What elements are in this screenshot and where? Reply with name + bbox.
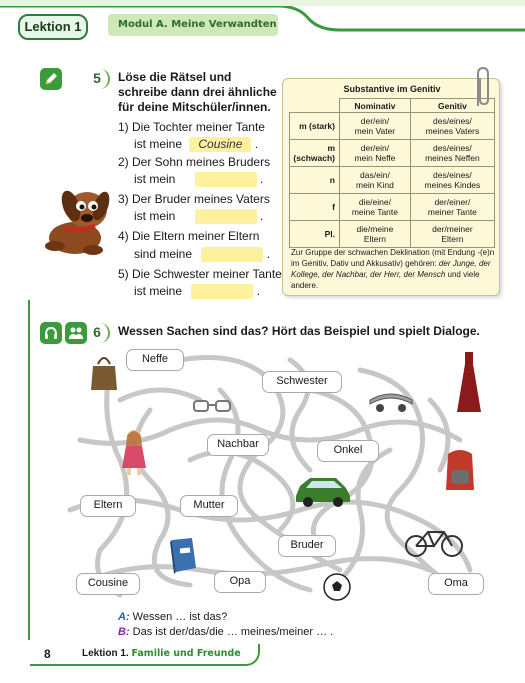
cell-line: mein Neffe xyxy=(354,153,396,163)
genitiv-cell xyxy=(410,113,494,140)
nominativ-cell xyxy=(340,113,411,140)
word-card-onkel[interactable]: Onkel xyxy=(317,440,379,462)
cell-line: der/ein/ xyxy=(360,116,390,126)
task-1-line-2 xyxy=(134,137,258,152)
word-card-nachbar[interactable]: Nachbar xyxy=(207,434,269,456)
cell-line: die/eine/ xyxy=(358,197,391,207)
backpack-icon xyxy=(440,446,480,492)
task-3-line-2 xyxy=(134,209,263,224)
task-3-answer[interactable] xyxy=(195,209,257,224)
word-card-opa[interactable]: Opa xyxy=(214,571,266,593)
cell-line: die/meine xyxy=(356,224,394,234)
word-card-neffe[interactable]: Neffe xyxy=(126,349,184,371)
note-examples: der Junge, der Kollege, der Nachbar, der Herr, der Mensch xyxy=(291,259,491,279)
task-2-prefix: ist mein xyxy=(134,172,176,186)
paperclip-icon xyxy=(472,66,490,108)
headphones-icon xyxy=(40,322,62,344)
speaker-b: B: xyxy=(118,626,130,638)
nominativ-cell xyxy=(340,140,411,167)
word-card-cousine[interactable]: Cousine xyxy=(76,573,140,595)
grammar-box-title: Substantive im Genitiv xyxy=(343,84,441,94)
nominativ-cell xyxy=(340,221,411,248)
task-1-line-1: 1) Die Tochter meiner Tante xyxy=(118,120,265,134)
grammar-note xyxy=(291,247,495,291)
task-5-line-2 xyxy=(134,284,260,299)
row-label: Pl. xyxy=(290,221,340,248)
genitiv-cell xyxy=(410,167,494,194)
dialog-line-b xyxy=(118,625,333,640)
speaker-a: A: xyxy=(118,611,130,623)
pencil-icon xyxy=(40,68,62,90)
genitiv-cell xyxy=(410,140,494,167)
exercise-6-number: 6 xyxy=(86,321,108,343)
cell-line: meiner Tante xyxy=(427,207,477,217)
exercise-5-number: 5 xyxy=(86,67,108,89)
dialog-text-b: Das ist der/das/die … meines/meiner … . xyxy=(132,626,334,638)
footer-lesson xyxy=(82,648,241,659)
note-text: Zur Gruppe der schwachen Deklination (mit Endung -(e)n im Genitiv, Dativ und Akkusativ) gehören: xyxy=(291,248,495,268)
page-number: 8 xyxy=(44,647,51,661)
table-row xyxy=(290,113,495,140)
word-card-oma[interactable]: Oma xyxy=(428,573,484,595)
task-4-end: . xyxy=(266,247,271,261)
car-icon xyxy=(292,474,354,508)
cell-line: des/eines/ xyxy=(433,170,472,180)
task-5-answer[interactable] xyxy=(191,284,253,299)
footer-topic: Familie und Freunde xyxy=(131,648,241,659)
task-3-line-1: 3) Der Bruder meines Vaters xyxy=(118,192,270,206)
dress-icon xyxy=(455,350,483,416)
task-3-prefix: ist mein xyxy=(134,209,176,223)
table-header-row xyxy=(290,99,495,113)
cell-line: meine Tante xyxy=(351,207,398,217)
task-2-end: . xyxy=(260,172,264,186)
doll-icon xyxy=(118,428,150,476)
table-row xyxy=(290,140,495,167)
exercise-6-title: Wessen Sachen sind das? Hört das Beispiel und spielt Dialoge. xyxy=(118,324,480,338)
task-4-answer[interactable] xyxy=(201,247,263,262)
genitive-table xyxy=(289,98,495,248)
cell-line: der/meiner xyxy=(432,224,473,234)
dialog-example xyxy=(118,610,333,640)
table-row xyxy=(290,167,495,194)
table-row xyxy=(290,221,495,248)
row-label: f xyxy=(290,194,340,221)
cell-line: meines Vaters xyxy=(425,126,480,136)
book-icon xyxy=(166,536,198,576)
cell-line: mein Kind xyxy=(356,180,394,190)
glasses-icon xyxy=(192,396,232,416)
task-4-prefix: sind meine xyxy=(134,247,193,261)
task-1-prefix: ist meine xyxy=(134,137,183,151)
column-header-genitiv: Genitiv xyxy=(410,99,494,113)
table-row xyxy=(290,194,495,221)
lesson-tab: Lektion 1 xyxy=(18,14,88,40)
task-1-end: . xyxy=(254,137,259,151)
margin-line xyxy=(28,300,30,640)
cell-line: Eltern xyxy=(441,234,464,244)
task-2-answer[interactable] xyxy=(195,172,257,187)
task-1-answer[interactable]: Cousine xyxy=(189,137,251,152)
task-2-line-2 xyxy=(134,172,263,187)
skateboard-icon xyxy=(366,388,416,416)
row-label: m (stark) xyxy=(290,113,340,140)
task-2-line-1: 2) Der Sohn meines Bruders xyxy=(118,155,271,169)
task-4-line-1: 4) Die Eltern meiner Eltern xyxy=(118,229,260,243)
cell-line: meines Neffen xyxy=(425,153,480,163)
bicycle-icon xyxy=(404,524,464,558)
genitiv-cell xyxy=(410,194,494,221)
word-card-schwester[interactable]: Schwester xyxy=(262,371,342,393)
exercise-5-title: Löse die Rätsel und schreibe dann drei ähnliche für deine Mitschüler/innen. xyxy=(118,70,277,114)
dog-illustration xyxy=(35,180,115,258)
cell-line: der/einer/ xyxy=(434,197,471,207)
task-5-prefix: ist meine xyxy=(134,284,183,298)
genitiv-cell xyxy=(410,221,494,248)
handbag-icon xyxy=(90,352,118,392)
table-corner xyxy=(290,99,340,113)
grammar-box xyxy=(282,78,500,296)
cell-line: das/ein/ xyxy=(360,170,390,180)
cell-line: der/ein/ xyxy=(360,143,390,153)
word-card-eltern[interactable]: Eltern xyxy=(80,495,136,517)
task-3-end: . xyxy=(260,209,264,223)
task-4-line-2 xyxy=(134,247,270,262)
dialog-line-a xyxy=(118,610,333,625)
cell-line: Eltern xyxy=(363,234,387,244)
footer-lesson-label: Lektion 1. xyxy=(82,648,129,659)
module-tab: Modul A. Meine Verwandten xyxy=(108,14,278,36)
nominativ-cell xyxy=(340,167,411,194)
nominativ-cell xyxy=(340,194,411,221)
note-end: und viele andere. xyxy=(291,270,480,290)
cell-line: des/eines/ xyxy=(433,143,472,153)
task-5-line-1: 5) Die Schwester meiner Tante xyxy=(118,267,282,281)
task-5-end: . xyxy=(256,284,261,298)
row-label: n xyxy=(290,167,340,194)
cell-line: meines Kindes xyxy=(424,180,481,190)
cell-line: mein Vater xyxy=(354,126,396,136)
row-label: m (schwach) xyxy=(290,140,340,167)
column-header-nominativ: Nominativ xyxy=(340,99,411,113)
word-card-mutter[interactable]: Mutter xyxy=(180,495,238,517)
cell-line: des/eines/ xyxy=(433,116,472,126)
soccer-ball-icon xyxy=(322,572,352,602)
dialog-text-a: Wessen … ist das? xyxy=(132,611,228,623)
word-card-bruder[interactable]: Bruder xyxy=(278,535,336,557)
